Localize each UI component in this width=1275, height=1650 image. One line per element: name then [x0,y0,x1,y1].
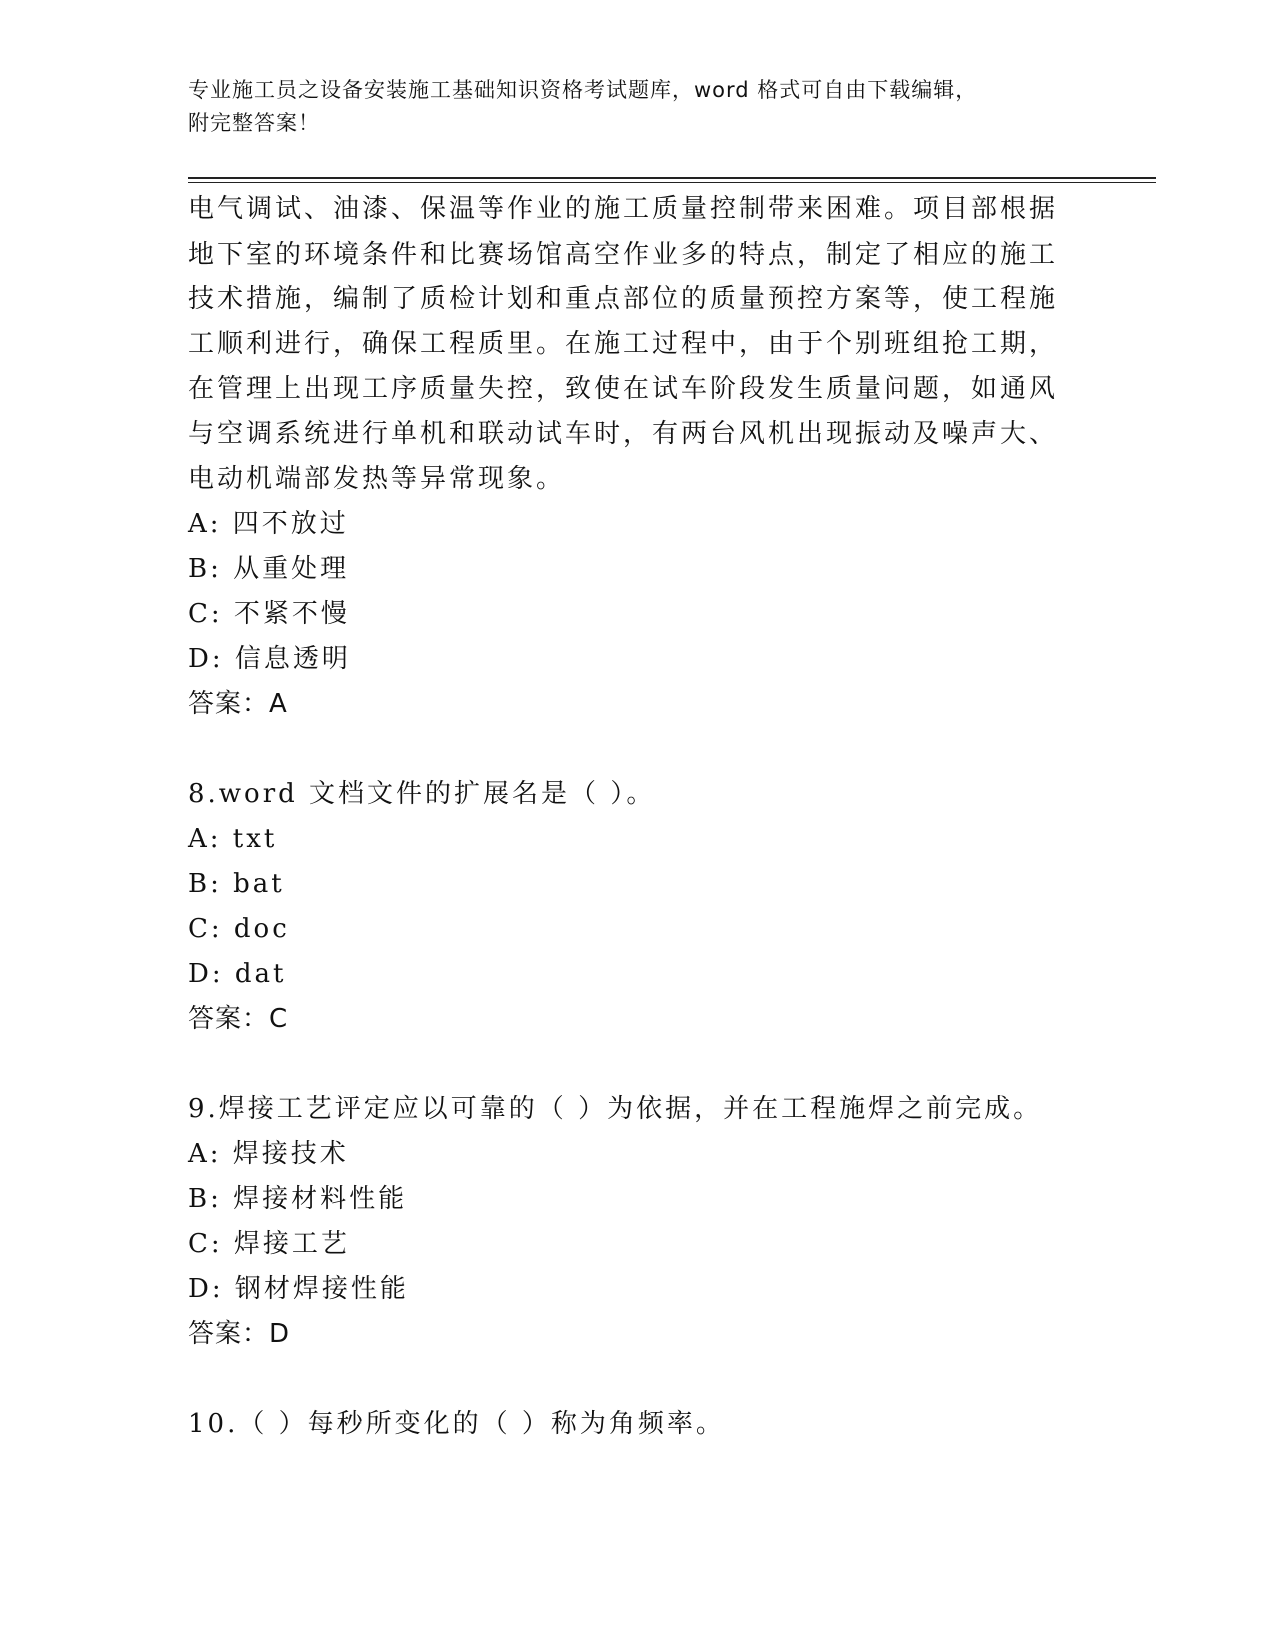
document-header [188,74,1068,140]
q7-option-d: D: 信息透明 [188,644,351,674]
header-title-line-2: 附完整答案！ [188,111,320,135]
q9-option-b: B: 焊接材料性能 [188,1184,408,1214]
passage-line: 技术措施，编制了质检计划和重点部位的质量预控方案等，使工程施 [188,284,1059,314]
passage-line: 电气调试、油漆、保温等作业的施工质量控制带来困难。项目部根据 [188,194,1059,224]
passage-line: 地下室的环境条件和比赛场馆高空作业多的特点，制定了相应的施工 [188,240,1059,270]
header-title-line-1: 专业施工员之设备安装施工基础知识资格考试题库，word 格式可自由下载编辑， [188,78,978,102]
q8-option-c: C: doc [188,914,290,944]
q9-stem: 9.焊接工艺评定应以可靠的（ ）为依据，并在工程施焊之前完成。 [188,1094,1043,1124]
q8-stem: 8.word 文档文件的扩展名是（ ）。 [188,779,656,809]
q9-option-d: D: 钢材焊接性能 [188,1274,409,1304]
q7-option-b: B: 从重处理 [188,554,350,584]
passage-line: 工顺利进行，确保工程质里。在施工过程中，由于个别班组抢工期， [188,329,1059,359]
q10-stem: 10.（ ）每秒所变化的（ ）称为角频率。 [188,1409,725,1439]
q8-answer: 答案：C [188,1004,289,1034]
header-divider-thin [188,182,1156,183]
q8-option-b: B: bat [188,869,285,899]
header-divider-thick [188,177,1156,179]
q7-answer: 答案：A [188,689,288,719]
q8-option-d: D: dat [188,959,287,989]
passage-line: 与空调系统进行单机和联动试车时，有两台风机出现振动及噪声大、 [188,419,1059,449]
passage-line: 在管理上出现工序质量失控，致使在试车阶段发生质量问题，如通风 [188,374,1059,404]
q7-option-a: A: 四不放过 [188,509,349,539]
q7-option-c: C: 不紧不慢 [188,599,350,629]
q9-answer: 答案：D [188,1319,291,1349]
q8-option-a: A: txt [188,824,278,854]
q9-option-a: A: 焊接技术 [188,1139,349,1169]
q9-option-c: C: 焊接工艺 [188,1229,350,1259]
passage-line: 电动机端部发热等异常现象。 [188,464,566,494]
